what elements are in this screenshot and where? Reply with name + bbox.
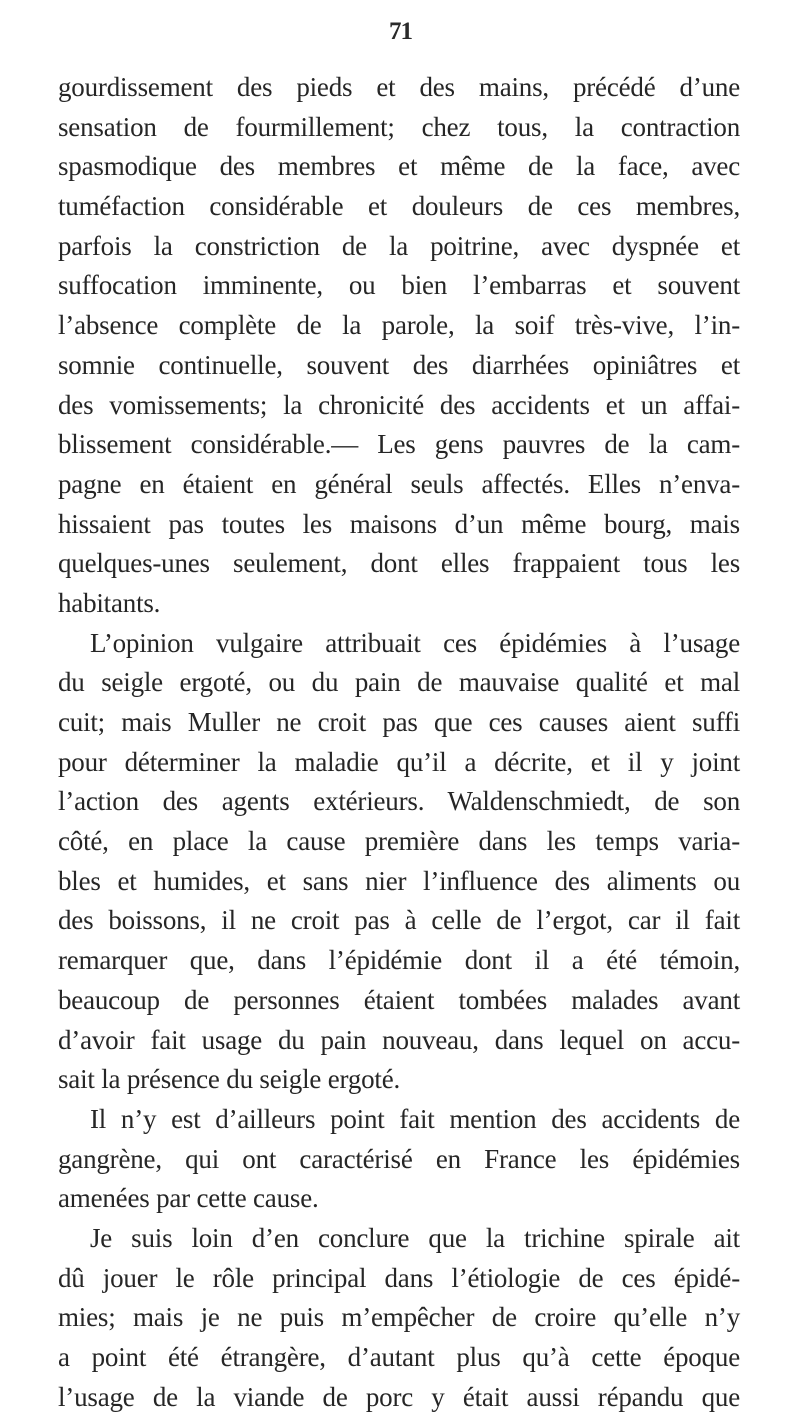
text-line: l’absence complète de la parole, la soif très-vive, l’in-: [58, 310, 740, 341]
text-line: somnie continuelle, souvent des diarrhées opiniâtres et: [58, 349, 740, 380]
text-line: mies; mais je ne puis m’empêcher de croire qu’elle n’y: [58, 1302, 740, 1333]
text-line: côté, en place la cause première dans les temps varia-: [58, 826, 740, 857]
text-line: des vomissements; la chronicité des accidents et un affai-: [58, 389, 740, 420]
text-line: tuméfaction considérable et douleurs de ces membres,: [58, 191, 740, 222]
text-line: Je suis loin d’en conclure que la trichine spirale ait: [90, 1222, 740, 1253]
text-line: remarquer que, dans l’épidémie dont il a été témoin,: [58, 945, 740, 976]
text-line: spasmodique des membres et même de la face, avec: [58, 151, 740, 182]
text-line: quelques-unes seulement, dont elles frappaient tous les: [58, 548, 740, 579]
text-line: du seigle ergoté, ou du pain de mauvaise qualité et mal: [58, 667, 740, 698]
text-line: a point été étrangère, d’autant plus qu’à cette époque: [58, 1342, 740, 1372]
text-line: parfois la constriction de la poitrine, avec dyspnée et: [58, 230, 740, 261]
text-line: bles et humides, et sans nier l’influence des aliments ou: [58, 865, 740, 896]
text-line: L’opinion vulgaire attribuait ces épidémies à l’usage: [90, 627, 740, 658]
text-line: pagne en étaient en général seuls affectés. Elles n’enva-: [58, 468, 740, 499]
text-line: sait la présence du seigle ergoté.: [58, 1064, 401, 1095]
text-line: habitants.: [58, 587, 161, 618]
text-line: suffocation imminente, ou bien l’embarras et souvent: [58, 270, 740, 301]
text-line: hissaient pas toutes les maisons d’un même bourg, mais: [58, 508, 740, 539]
text-line: l’action des agents extérieurs. Waldenschmiedt, de son: [58, 786, 740, 817]
text-line: l’usage de la viande de porc y était aussi répandu que: [58, 1381, 740, 1412]
text-line: gangrène, qui ont caractérisé en France les épidémies: [58, 1143, 740, 1174]
body-text: [58, 68, 740, 1417]
text-line: dû jouer le rôle principal dans l’étiologie de ces épidé-: [58, 1262, 740, 1293]
page-number: 71: [389, 18, 412, 45]
text-line: cuit; mais Muller ne croit pas que ces causes aient suffi: [58, 707, 740, 737]
text-line: gourdissement des pieds et des mains, précédé d’une: [58, 72, 740, 102]
text-line: des boissons, il ne croit pas à celle de l’ergot, car il fait: [58, 905, 740, 936]
text-line: beaucoup de personnes étaient tombées malades avant: [58, 984, 740, 1015]
text-line: d’avoir fait usage du pain nouveau, dans lequel on accu-: [58, 1024, 740, 1055]
text-line: blissement considérable.— Les gens pauvres de la cam-: [58, 429, 740, 460]
text-line: sensation de fourmillement; chez tous, la contraction: [58, 111, 740, 142]
text-line: pour déterminer la maladie qu’il a décrite, et il y joint: [58, 746, 740, 777]
text-line: amenées par cette cause.: [58, 1183, 319, 1214]
text-line: Il n’y est d’ailleurs point fait mention des accidents de: [90, 1103, 740, 1134]
